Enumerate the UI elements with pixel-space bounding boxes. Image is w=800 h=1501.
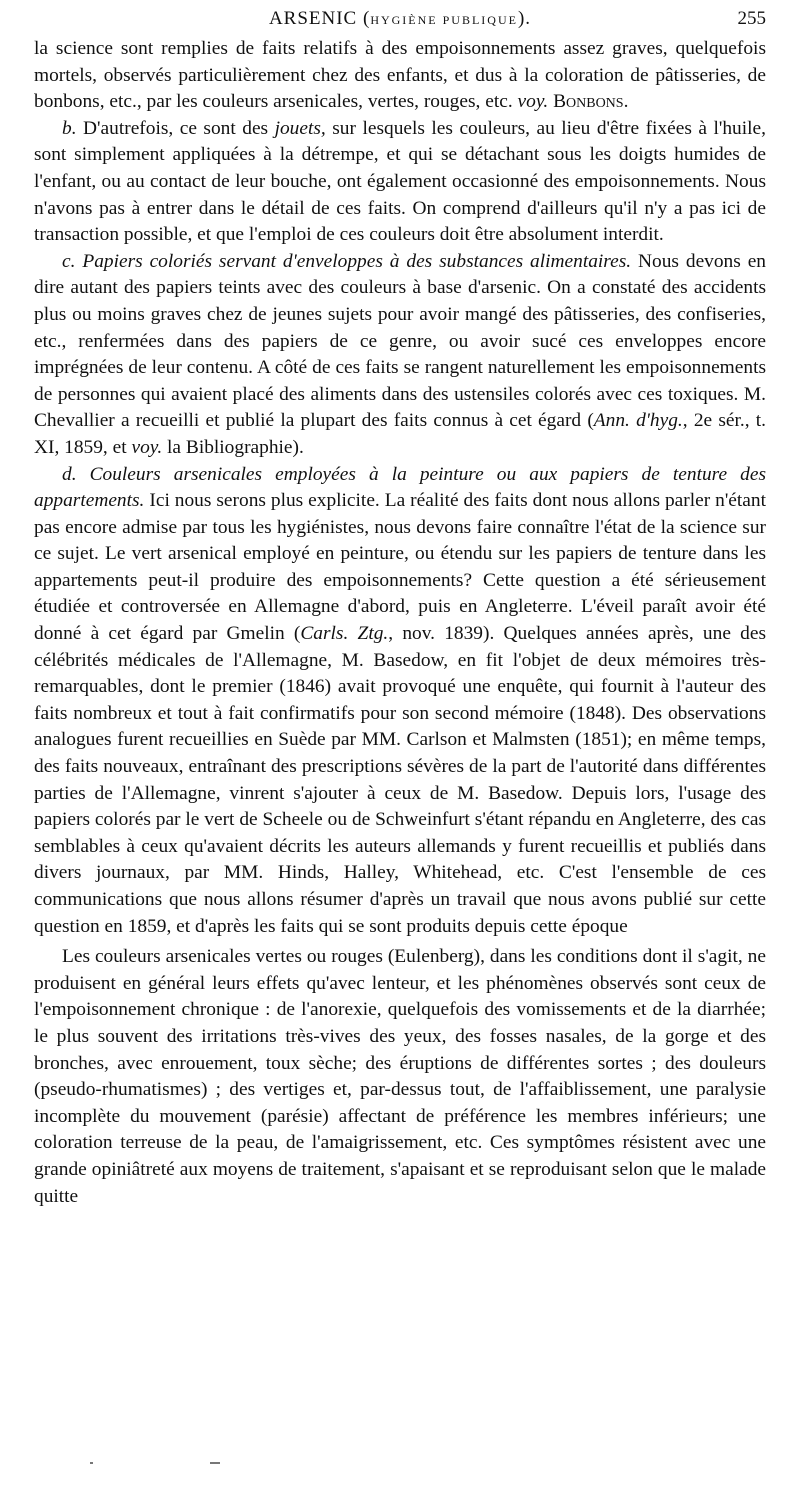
- paragraph-text: la science sont remplies de faits relatifs à des empoisonnements assez graves, quelquefois mortels, observés particulièrement chez des enfants, et dus à la coloration de pâtisseries, de bonbons, etc., par les couleurs arsenicales, vertes, rouges, etc.: [34, 38, 766, 113]
- header-title: [34, 8, 766, 30]
- paragraph-text: Ici nous serons plus explicite. La réalité des faits dont nous allons parler n'étant pas encore admise par tous les hygiénistes, nous devons faire connaître l'état de la science sur ce sujet. Le vert arsenical employé en peinture, ou étendu sur les papiers de tenture dans les appartements peut-il produire des empoisonnements? Cette question a été sérieusement étudiée et controversée en Allemagne d'abord, puis en Angleterre. L'éveil paraît avoir été donné à cet égard par Gmelin (: [34, 490, 766, 645]
- paragraph-d: [34, 462, 766, 941]
- paragraph-symptoms: [34, 944, 766, 1210]
- paragraph-continuation: [34, 36, 766, 116]
- paragraph-c: [34, 249, 766, 462]
- citation: Ann. d'hyg.: [593, 410, 683, 432]
- header-title-main: ARSENIC (: [268, 8, 371, 29]
- paragraph-text: , nov. 1839). Quelques années après, une des célébrités médicales de l'Allemagne, M. Basedow, en fit l'objet de deux mémoires très-remarquables, dont le premier (1846) avait provoqué une enquête, qui fournit à l'auteur des faits nombreux et tout à fait confirmatifs pour son second mémoire (1848). Des observations analogues furent recueillies en Suède par MM. Carlson et Malmsten (1851); en même temps, des faits nouveaux, entraînant des prescriptions sévères de la part de l'autorité dans différentes parties de l'Allemagne, vinrent s'ajouter à ceux de M. Basedow. Depuis lors, l'usage des papiers colorés par le vert de Scheele ou de Schweinfurt s'étant répandu en Angleterre, des cas semblables à ceux qu'avaient décrits les auteurs allemands y furent recueillis et publiés dans divers journaux, par MM. Hinds, Halley, Whitehead, etc. C'est l'ensemble de ces communications que nous allons résumer d'après un travail que nous avons publié sur cette question en 1859, et d'après les faits qui se sont produits depuis cette époque: [34, 623, 766, 937]
- paragraph-text: Nous devons en dire autant des papiers teints avec des couleurs à base d'arsenic. On a constaté des accidents plus ou moins graves chez de jeunes sujets pour avoir mangé des pâtisseries, des confiseries, etc., renfermées dans des papiers de ce genre, ou avoir sucé ces enveloppes encore imprégnées de leur contenu. A côté de ces faits se rangent naturellement les empoisonnements de personnes qui avaient placé des aliments dans des ustensiles colorés avec ces toxiques. M. Chevallier a recueilli et publié la plupart des faits connus à cet égard (: [34, 250, 766, 432]
- scan-marks: [90, 1462, 290, 1466]
- section-letter: b.: [62, 117, 77, 139]
- cross-reference: Bonbons.: [553, 91, 629, 113]
- paragraph-text: D'autrefois, ce sont des: [83, 117, 269, 139]
- paragraph-text: , 2e sér., t. XI, 1859, et: [34, 410, 766, 458]
- citation: Carls. Ztg.: [300, 623, 389, 645]
- section-heading: d. Couleurs arsenicales employées à la peinture ou aux papiers de tenture des appartements.: [34, 463, 766, 512]
- body-text: [34, 36, 766, 1210]
- emphasized-term: jouets,: [274, 117, 326, 139]
- paragraph-text: Les couleurs arsenicales vertes ou rouges (Eulenberg), dans les conditions dont il s'agit, ne produisent en général leurs effets qu'avec lenteur, et les phénomènes observés sont ceux de l'empoisonnement chronique : de l'anorexie, quelquefois des vomissements et de la diarrhée; le plus souvent des irritations très-vives des yeux, des fosses nasales, de la gorge et des bronches, avec enrouement, toux sèche; des éruptions de différentes sortes ; des douleurs (pseudo-rhumatismes) ; des vertiges et, par-dessus tout, de l'affaiblissement, une paralysie incomplète du mouvement (parésie) affectant de préférence les membres inférieurs; une coloration terreuse de la peau, de l'amaigrissement, etc. Ces symptômes résistent avec une grande opiniâtreté aux moyens de traitement, s'apaisant et se reproduisant selon que le malade quitte: [34, 946, 766, 1207]
- voy-abbrev: voy.: [131, 436, 163, 458]
- header-title-end: ).: [517, 8, 532, 29]
- header-title-sub: HYGIÈNE PUBLIQUE: [370, 13, 518, 27]
- paragraph-b: [34, 116, 766, 249]
- voy-abbrev: voy.: [517, 91, 549, 113]
- section-heading: c. Papiers coloriés servant d'enveloppes à des substances alimentaires.: [62, 250, 632, 272]
- paragraph-text: sur lesquels les couleurs, au lieu d'être fixées à l'huile, sont simplement appliquées à la détrempe, et qui se détachant sous les doigts humides de l'enfant, ou au contact de leur bouche, ont également occasionné des empoisonnements. Nous n'avons pas à entrer dans le détail de ces faits. On comprend d'ailleurs qu'il n'y a pas ici de transaction possible, et que l'emploi de ces couleurs doit être absolument interdit.: [34, 117, 766, 246]
- paragraph-text: la Bibliographie).: [167, 436, 304, 458]
- running-header: [34, 8, 766, 38]
- page-number: 255: [737, 8, 766, 29]
